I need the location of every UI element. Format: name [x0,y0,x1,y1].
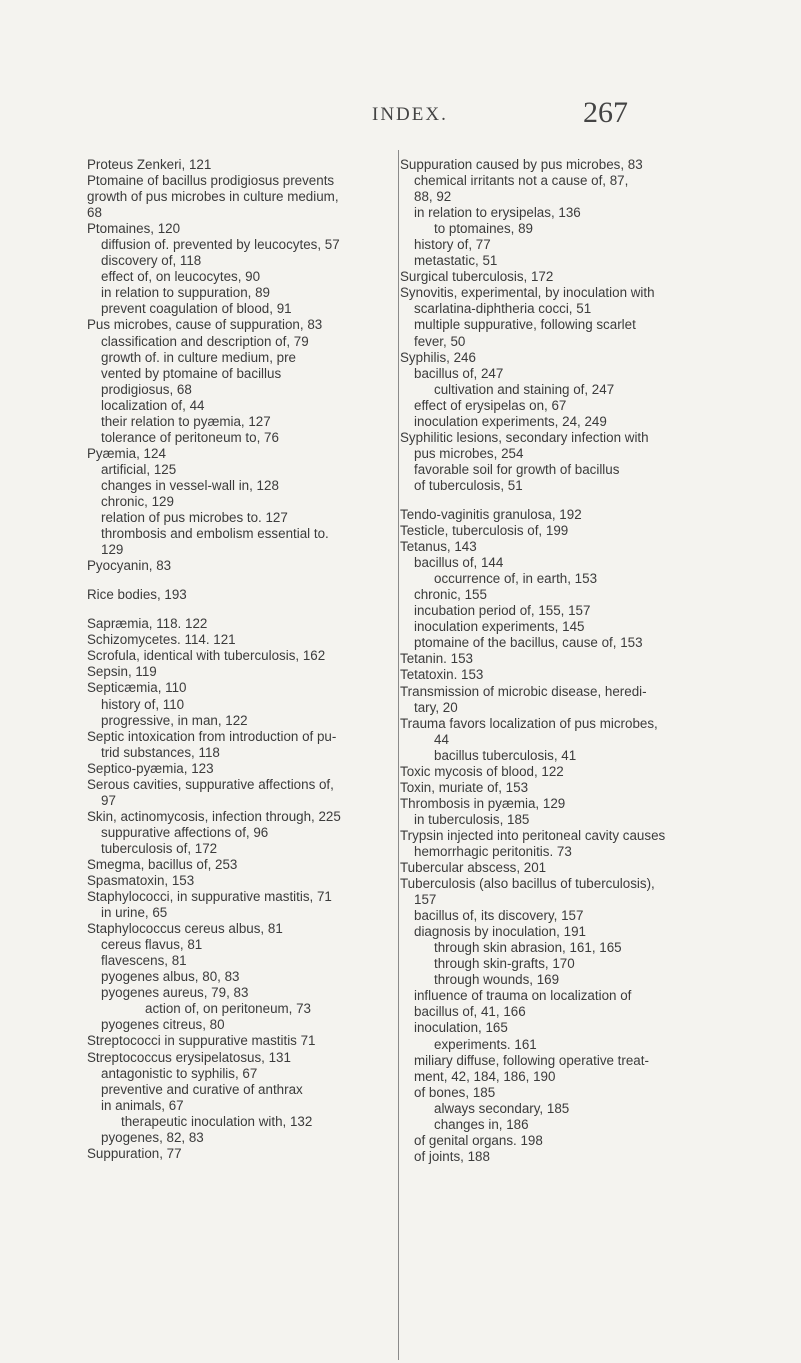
index-entry: Smegma, bacillus of, 253 [87,856,238,872]
index-subentry: 129 [101,542,124,558]
index-subentry: in relation to suppuration, 89 [101,285,270,301]
index-subentry: flavescens, 81 [101,953,187,969]
index-entry: Staphylococcus cereus albus, 81 [87,921,283,937]
index-subentry: pyogenes, 82, 83 [101,1129,204,1145]
index-subentry: in urine, 65 [101,905,168,921]
index-entry: Suppuration, 77 [87,1145,182,1161]
index-subentry: ptomaine of the bacillus, cause of, 153 [414,635,643,651]
index-entry: 68 [87,205,102,221]
index-entry: Suppuration caused by pus microbes, 83 [400,157,643,172]
index-entry: Synovitis, experimental, by inoculation with [400,285,655,301]
index-entry: Transmission of microbic disease, heredi- [400,683,647,699]
index-subentry: changes in, 186 [434,1116,529,1132]
index-subentry: of bones, 185 [414,1084,496,1100]
index-subentry: growth of. in culture medium, pre [101,349,296,365]
index-subentry: of joints, 188 [414,1148,490,1164]
index-subentry: diffusion of. prevented by leucocytes, 57 [101,237,340,253]
running-title: INDEX. [372,104,448,125]
index-entry: Spasmatoxin, 153 [87,873,195,889]
index-subentry: pus microbes, 254 [414,445,524,461]
index-entry: Serous cavities, suppurative affections of, [87,776,334,792]
index-entry: Ptomaine of bacillus prodigiosus prevents [87,173,335,189]
index-entry: Pyocyanin, 83 [87,558,172,574]
index-subentry: preventive and curative of anthrax [101,1081,303,1097]
index-subentry: experiments. 161 [434,1036,537,1052]
index-subentry: pyogenes citreus, 80 [101,1017,225,1033]
index-subentry: influence of trauma on localization of [414,988,632,1004]
index-entry: Tubercular abscess, 201 [400,860,547,876]
index-subentry: miliary diffuse, following operative treat- [414,1052,649,1068]
index-subentry: to ptomaines, 89 [434,221,534,237]
index-entry: Septic intoxication from introduction of pu- [87,728,337,744]
index-subentry: pyogenes aureus, 79, 83 [101,985,249,1001]
index-entry: Pyæmia, 124 [87,445,166,461]
index-entry: Staphylococci, in suppurative mastitis, 71 [87,889,332,905]
index-subentry: their relation to pyæmia, 127 [101,413,271,429]
index-entry: Proteus Zenkeri, 121 [87,157,212,172]
index-entry: Pus microbes, cause of suppuration, 83 [87,317,323,333]
index-subentry: discovery of, 118 [101,253,202,269]
index-subentry: chronic, 155 [414,587,487,603]
index-entry: Surgical tuberculosis, 172 [400,269,554,285]
index-entry: Schizomycetes. 114. 121 [87,632,236,648]
index-subentry: chronic, 129 [101,493,174,509]
index-subentry: bacillus tuberculosis, 41 [434,747,577,763]
index-subentry: bacillus of, 144 [414,555,504,571]
index-entry: Trauma favors localization of pus microbes, [400,715,658,731]
index-subentry: bacillus of, its discovery, 157 [414,908,584,924]
index-subentry: inoculation experiments, 24, 249 [414,413,607,429]
index-subentry: of tuberculosis, 51 [414,477,523,493]
index-subentry: effect of, on leucocytes, 90 [101,269,261,285]
index-subentry: inoculation, 165 [414,1020,508,1036]
index-entry: Scrofula, identical with tuberculosis, 162 [87,648,326,664]
index-subentry: thrombosis and embolism essential to. [101,526,329,542]
index-subentry: artificial, 125 [101,461,177,477]
index-subentry: ment, 42, 184, 186, 190 [414,1068,556,1084]
index-subentry: in tuberculosis, 185 [414,811,530,827]
index-subentry: bacillus of, 247 [414,365,504,381]
index-subentry: classification and description of, 79 [101,333,309,349]
index-subentry: metastatic, 51 [414,253,498,269]
index-subentry: tuberculosis of, 172 [101,840,218,856]
index-subentry: cereus flavus, 81 [101,937,203,953]
index-subentry: tary, 20 [414,699,458,715]
index-subentry: 88, 92 [414,189,452,205]
index-entry: Tetanus, 143 [400,539,477,555]
index-subentry: tolerance of peritoneum to, 76 [101,429,279,445]
index-subentry: trid substances, 118 [101,744,220,760]
index-entry: Streptococci in suppurative mastitis 71 [87,1033,316,1049]
index-subentry: progressive, in man, 122 [101,712,248,728]
index-subentry: effect of erysipelas on, 67 [414,397,567,413]
index-subentry: incubation period of, 155, 157 [414,603,591,619]
index-subentry: favorable soil for growth of bacillus [414,461,620,477]
index-subentry: suppurative affections of, 96 [101,824,269,840]
section-gap [87,603,397,616]
index-entry: Skin, actinomycosis, infection through, 225 [87,808,341,824]
index-subentry: bacillus of, 41, 166 [414,1004,526,1020]
index-entry: Streptococcus erysipelatosus, 131 [87,1049,291,1065]
index-subentry: prevent coagulation of blood, 91 [101,301,292,317]
index-subentry: in relation to erysipelas, 136 [414,205,581,221]
index-entry: Toxin, muriate of, 153 [400,779,529,795]
index-subentry: history of, 77 [414,237,491,253]
index-subentry: localization of, 44 [101,397,205,413]
section-gap [400,494,722,507]
index-entry: Syphilis, 246 [400,349,476,365]
index-subentry: changes in vessel-wall in, 128 [101,477,279,493]
index-entry: Tendo-vaginitis granulosa, 192 [400,506,582,522]
section-gap [87,574,397,587]
index-subentry: scarlatina-diphtheria cocci, 51 [414,301,592,317]
index-subentry: relation of pus microbes to. 127 [101,510,288,526]
index-subentry: vented by ptomaine of bacillus [101,365,282,381]
index-entry: Tetanin. 153 [400,651,473,667]
index-entry: Sapræmia, 118. 122 [87,616,208,632]
index-subentry: multiple suppurative, following scarlet [414,317,636,333]
index-entry: Septicæmia, 110 [87,680,187,696]
index-entry: Syphilitic lesions, secondary infection with [400,429,649,445]
index-subentry: always secondary, 185 [434,1100,570,1116]
index-subentry: pyogenes albus, 80, 83 [101,969,240,985]
column-divider [398,150,399,1360]
index-subentry: 44 [434,731,449,747]
index-entry: Trypsin injected into peritoneal cavity causes [400,827,666,843]
index-entry: Tetatoxin. 153 [400,667,484,683]
index-subentry: in animals, 67 [101,1097,184,1113]
index-subentry: 157 [414,892,437,908]
index-subentry: cultivation and staining of, 247 [434,381,615,397]
index-entry: Toxic mycosis of blood, 122 [400,763,564,779]
index-entry: Rice bodies, 193 [87,587,187,603]
index-subentry: through skin-grafts, 170 [434,956,575,972]
index-subentry: through wounds, 169 [434,972,560,988]
index-entry: growth of pus microbes in culture medium, [87,189,339,205]
index-subentry: of genital organs. 198 [414,1132,543,1148]
index-column-right [400,157,722,1165]
index-column-left [87,157,397,1162]
index-subentry: chemical irritants not a cause of, 87, [414,173,629,189]
index-entry: Thrombosis in pyæmia, 129 [400,795,566,811]
index-subentry: through skin abrasion, 161, 165 [434,940,622,956]
index-entry: Tuberculosis (also bacillus of tuberculosis), [400,876,655,892]
index-subentry: 97 [101,792,116,808]
index-subentry: fever, 50 [414,333,466,349]
index-entry: Sepsin, 119 [87,664,157,680]
index-entry: Ptomaines, 120 [87,221,181,237]
index-entry: Septico-pyæmia, 123 [87,760,214,776]
index-subentry: prodigiosus, 68 [101,381,192,397]
index-subentry: diagnosis by inoculation, 191 [414,924,586,940]
index-subentry: hemorrhagic peritonitis. 73 [414,843,572,859]
index-subentry: occurrence of, in earth, 153 [434,571,598,587]
index-subentry: action of, on peritoneum, 73 [145,1001,312,1017]
index-subentry: therapeutic inoculation with, 132 [121,1113,313,1129]
index-entry: Testicle, tuberculosis of, 199 [400,523,569,539]
page-number: 267 [583,96,628,129]
page-header [0,96,801,136]
index-subentry: history of, 110 [101,696,185,712]
index-subentry: inoculation experiments, 145 [414,619,585,635]
index-subentry: antagonistic to syphilis, 67 [101,1065,258,1081]
